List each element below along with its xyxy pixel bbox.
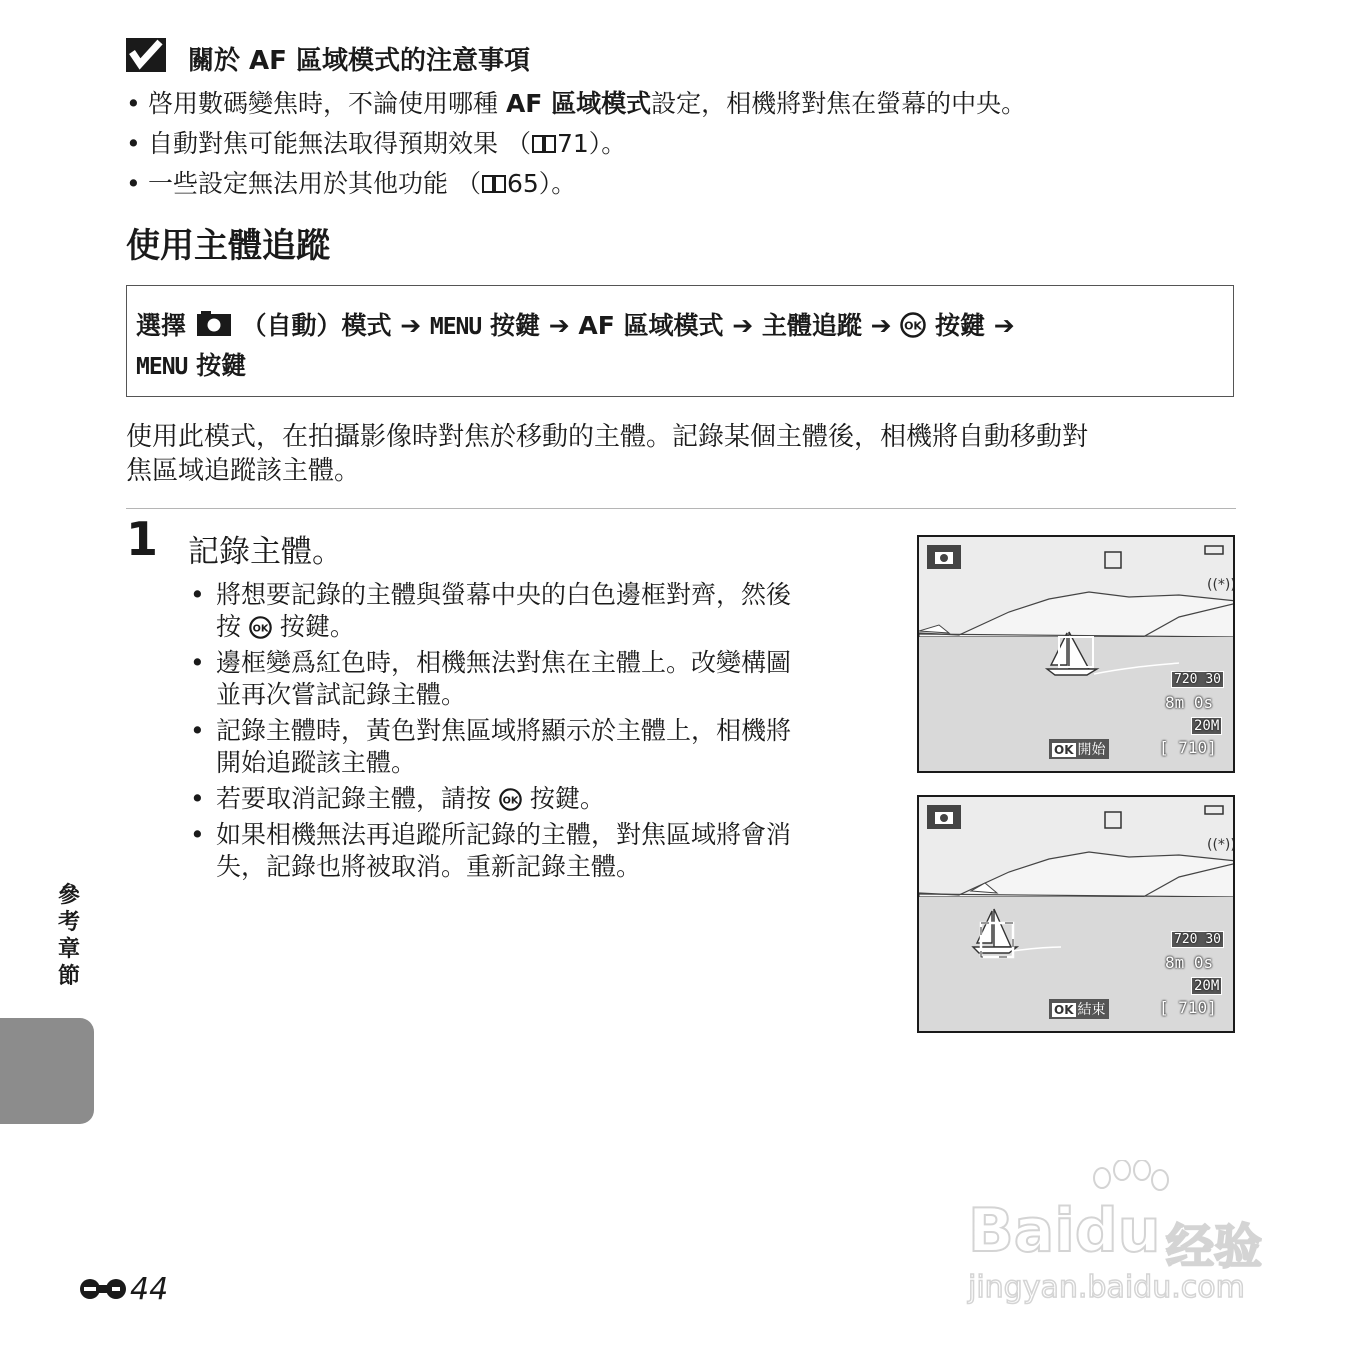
image-size-indicator: 20M: [1191, 717, 1222, 735]
ok-end-label: OK 結束: [1049, 999, 1109, 1019]
ok-start-label: OK 開始: [1049, 739, 1109, 759]
ok-button-icon: [249, 616, 272, 639]
svg-text:OK: OK: [252, 623, 269, 635]
step-bullet: • 記錄主體時，黃色對焦區域將顯示於主體上，相機將: [190, 716, 792, 745]
notes-title: 關於 AF 區域模式的注意事項: [188, 46, 530, 76]
camera-screen-tracking: [917, 795, 1235, 1033]
caution-check-icon: [126, 38, 166, 72]
camera-screen-before: [917, 535, 1235, 773]
ok-button-icon: [499, 788, 522, 811]
movie-size-indicator: 720 30: [1171, 931, 1224, 948]
note-bullet: • 一些設定無法用於其他功能 （ 65）。: [126, 169, 577, 198]
step-bullet-cont: 並再次嘗試記錄主體。: [216, 680, 467, 709]
watermark-jingyan: 经验: [1166, 1219, 1263, 1275]
exposure-count: [ 710]: [1159, 738, 1217, 757]
remaining-time: 8m 0s: [1165, 693, 1214, 712]
section-title: 使用主體追蹤: [126, 226, 330, 266]
remaining-time: 8m 0s: [1165, 953, 1214, 972]
watermark-url: jingyan.baidu.com: [968, 1270, 1245, 1305]
book-ref-icon: [481, 173, 507, 195]
chapter-tab[interactable]: [0, 1018, 94, 1124]
ok-button-icon: [900, 312, 926, 338]
image-size-indicator: 20M: [1191, 977, 1222, 995]
step-number: 1: [126, 512, 159, 566]
movie-size-indicator: 720 30: [1171, 671, 1224, 688]
step-bullet: • 邊框變爲紅色時，相機無法對焦在主體上。改變構圖: [190, 648, 792, 677]
svg-text:OK: OK: [502, 795, 519, 807]
intro-text: 使用此模式，在拍攝影像時對焦於移動的主體。記錄某個主體後，相機將自動移動對: [126, 422, 1089, 452]
note-bullet: • 自動對焦可能無法取得預期效果 （ 71）。: [126, 129, 627, 158]
watermark-brand: Baidu: [968, 1196, 1161, 1266]
step-bullet: • 若要取消記錄主體，請按 OK 按鍵。: [190, 784, 605, 813]
svg-text:((*)): ((*)): [1207, 837, 1236, 853]
divider: [126, 508, 1236, 509]
step-bullet: • 如果相機無法再追蹤所記錄的主體，對焦區域將會消: [190, 820, 792, 849]
svg-text:((*)): ((*)): [1207, 577, 1236, 593]
book-ref-icon: [531, 133, 557, 155]
svg-text:OK: OK: [904, 319, 923, 333]
exposure-count: [ 710]: [1159, 998, 1217, 1017]
menu-path-line: 選擇 （自動）模式 ➔ MENU 按鍵 ➔ AF 區域模式 ➔ 主體追蹤 ➔ OK 按鍵 ➔: [136, 311, 1015, 340]
page-ref-link[interactable]: 71: [556, 129, 589, 158]
menu-path-line: MENU 按鍵: [136, 351, 247, 380]
page-ref-link[interactable]: 65: [506, 169, 539, 198]
note-bullet: • 啓用數碼變焦時，不論使用哪種 AF 區域模式設定，相機將對焦在螢幕的中央。: [126, 89, 1027, 118]
step-bullet-cont: 開始追蹤該主體。: [216, 748, 417, 777]
baidu-watermark: [960, 1160, 1280, 1310]
side-tab-label: 參考章節: [57, 883, 80, 989]
camera-icon: [195, 311, 233, 337]
step-bullet-cont: 失，記錄也將被取消。重新記錄主體。: [216, 852, 642, 881]
step-bullet-cont: 按 OK 按鍵。: [216, 612, 355, 641]
step-title: 記錄主體。: [188, 534, 343, 570]
step-bullet: • 將想要記錄的主體與螢幕中央的白色邊框對齊，然後: [190, 580, 792, 609]
intro-text: 焦區域追蹤該主體。: [126, 456, 361, 486]
page-number: 44: [78, 1272, 168, 1307]
reference-section-icon: [78, 1276, 130, 1302]
